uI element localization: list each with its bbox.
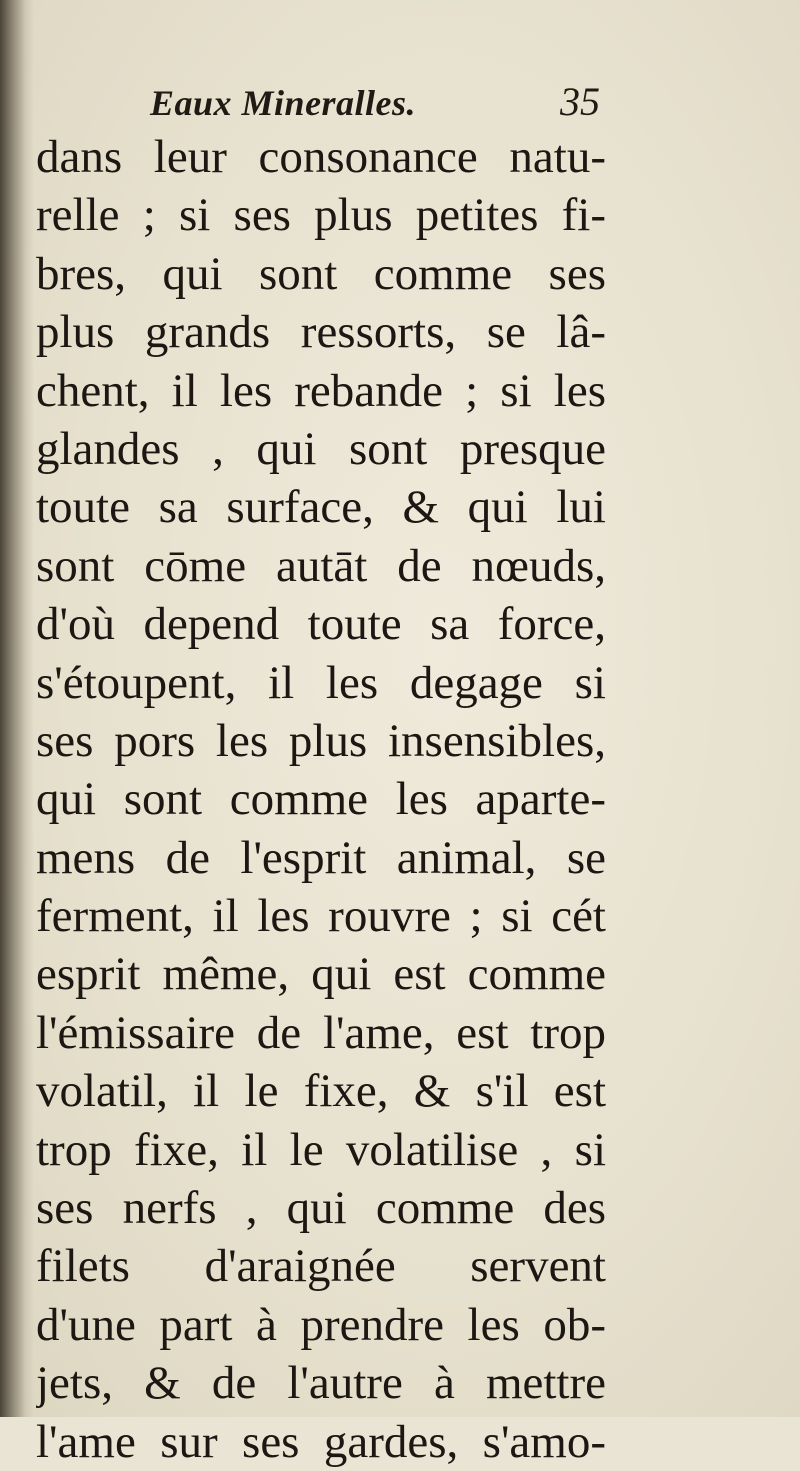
text-line: esprit même, qui est comme (36, 948, 606, 1001)
text-line: jets, & de l'autre à mettre (36, 1357, 606, 1410)
text-line: qui sont comme les aparte- (36, 773, 606, 826)
text-line: mens de l'esprit animal, se (36, 831, 606, 884)
body-text (36, 128, 606, 1471)
text-line: relle ; si ses plus petites fi- (36, 189, 606, 242)
running-title: Eaux Mineralles. (150, 83, 417, 123)
text-line: chent, il les rebande ; si les (36, 364, 606, 417)
text-line: d'une part à prendre les ob- (36, 1298, 606, 1351)
text-line: dans leur consonance natu- (36, 131, 606, 183)
text-line: ferment, il les rouvre ; si cét (36, 890, 606, 943)
text-line: glandes , qui sont presque (36, 422, 606, 475)
text-line: sont cōme autāt de nœuds, (36, 539, 606, 592)
text-line: s'étoupent, il les degage si (36, 656, 606, 709)
book-gutter (0, 0, 34, 1417)
text-line: volatil, il le fixe, & s'il est (36, 1065, 606, 1118)
text-line: filets d'araignée servent (36, 1240, 606, 1293)
text-line: l'émissaire de l'ame, est trop (36, 1006, 606, 1059)
page-number: 35 (560, 79, 600, 124)
text-line: d'où depend toute sa force, (36, 598, 606, 651)
text-line: plus grands ressorts, se lâ- (36, 306, 606, 359)
text-line: toute sa surface, & qui lui (36, 481, 606, 534)
text-line: ses pors les plus insensibles, (36, 714, 606, 767)
text-line: bres, qui sont comme ses (36, 247, 606, 300)
text-line: ses nerfs , qui comme des (36, 1182, 606, 1235)
text-line: l'ame sur ses gardes, s'amo- (36, 1415, 606, 1468)
text-line: trop fixe, il le volatilise , si (36, 1123, 606, 1176)
